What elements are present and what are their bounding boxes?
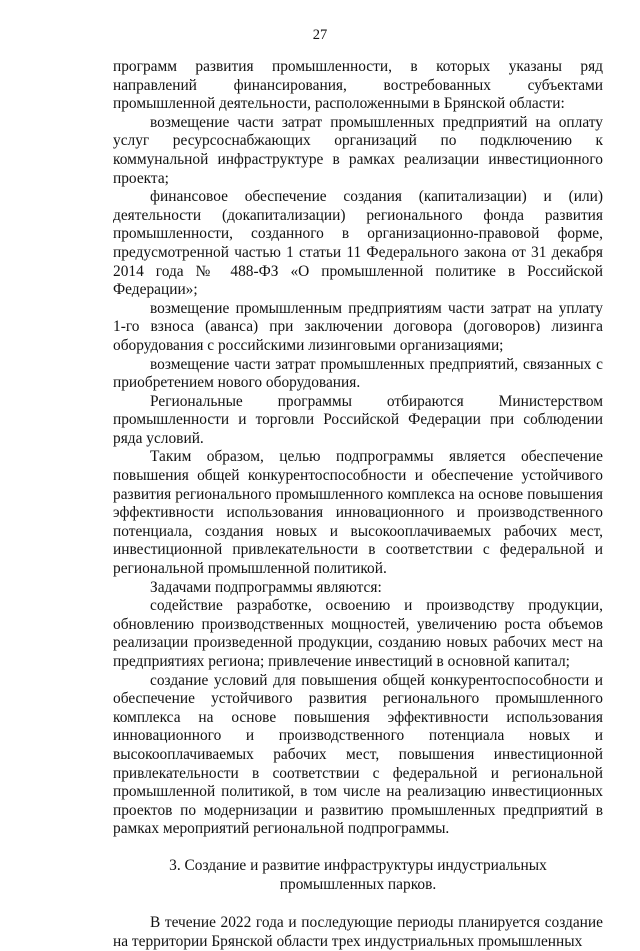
- document-body: [113, 58, 603, 951]
- paragraph-subprogram-goal: Таким образом, целью подпрограммы является обеспечение повышения общей конкурентоспособности и обеспечение устойчивого развития регионального промышленного комплекса на основе повышения эффективности использования инновационного и производственного потенциала, создания новых и высокооплачиваемых рабочих мест, инвестиционной привлекательности в соответствии с федеральной и региональной промышленной политикой.: [113, 448, 603, 578]
- page-number: 27: [312, 27, 328, 43]
- list-item-new-equipment: возмещение части затрат промышленных предприятий, связанных с приобретением нового оборудования.: [113, 355, 603, 392]
- list-item-development-fund: финансовое обеспечение создания (капитализации) и (или) деятельности (докапитализации) регионального фонда развития промышленности, созданного в организационно-правовой форме, предусмотренной частью 1 статьи 11 Федерального закона от 31 декабря 2014 года № 488-ФЗ «О промышленной политике в Российской Федерации»;: [113, 188, 603, 299]
- section-heading-line-2: промышленных парков.: [279, 875, 437, 893]
- list-item-utility-connection: возмещение части затрат промышленных предприятий на оплату услуг ресурсоснабжающих организаций по подключению к коммунальной инфраструктуре в рамках реализации инвестиционного проекта;: [113, 113, 603, 187]
- task-item-competitiveness: создание условий для повышения общей конкурентоспособности и обеспечение устойчивого развития регионального промышленного комплекса на основе повышения эффективности использования инновационного и производственного потенциала новых и высокооплачиваемых рабочих мест, повышения инвестиционной привлекательности в соответствии с федеральной и региональной промышленной политикой, в том числе на реализацию инвестиционных проектов по модернизации и развитию промышленных предприятий в рамках мероприятий региональной подпрограммы.: [113, 671, 603, 838]
- list-item-leasing: возмещение промышленным предприятиям части затрат на уплату 1-го взноса (аванса) при заключении договора (договоров) лизинга оборудования с российскими лизинговыми организациями;: [113, 299, 603, 354]
- section-heading-line-1: 3. Создание и развитие инфраструктуры индустриальных: [169, 856, 547, 874]
- task-item-production: содействие разработке, освоению и производству продукции, обновлению производственных мощностей, увеличению роста объемов реализации произведенной продукции, созданию новых рабочих мест на предприятиях региона; привлечение инвестиций в основной капитал;: [113, 597, 603, 670]
- paragraph-industrial-parks: В течение 2022 года и последующие периоды планируется создание на территории Брянской области трех индустриальных промышленных: [113, 914, 603, 950]
- paragraph-regional-programs: Региональные программы отбираются Министерством промышленности и торговли Российской Федерации при соблюдении ряда условий.: [113, 392, 603, 447]
- section-heading: [113, 857, 603, 894]
- paragraph-continuation: программ развития промышленности, в которых указаны ряд направлений финансирования, востребованных субъектами промышленной деятельности, расположенными в Брянской области:: [113, 58, 603, 113]
- paragraph-tasks-heading: Задачами подпрограммы являются:: [150, 578, 382, 596]
